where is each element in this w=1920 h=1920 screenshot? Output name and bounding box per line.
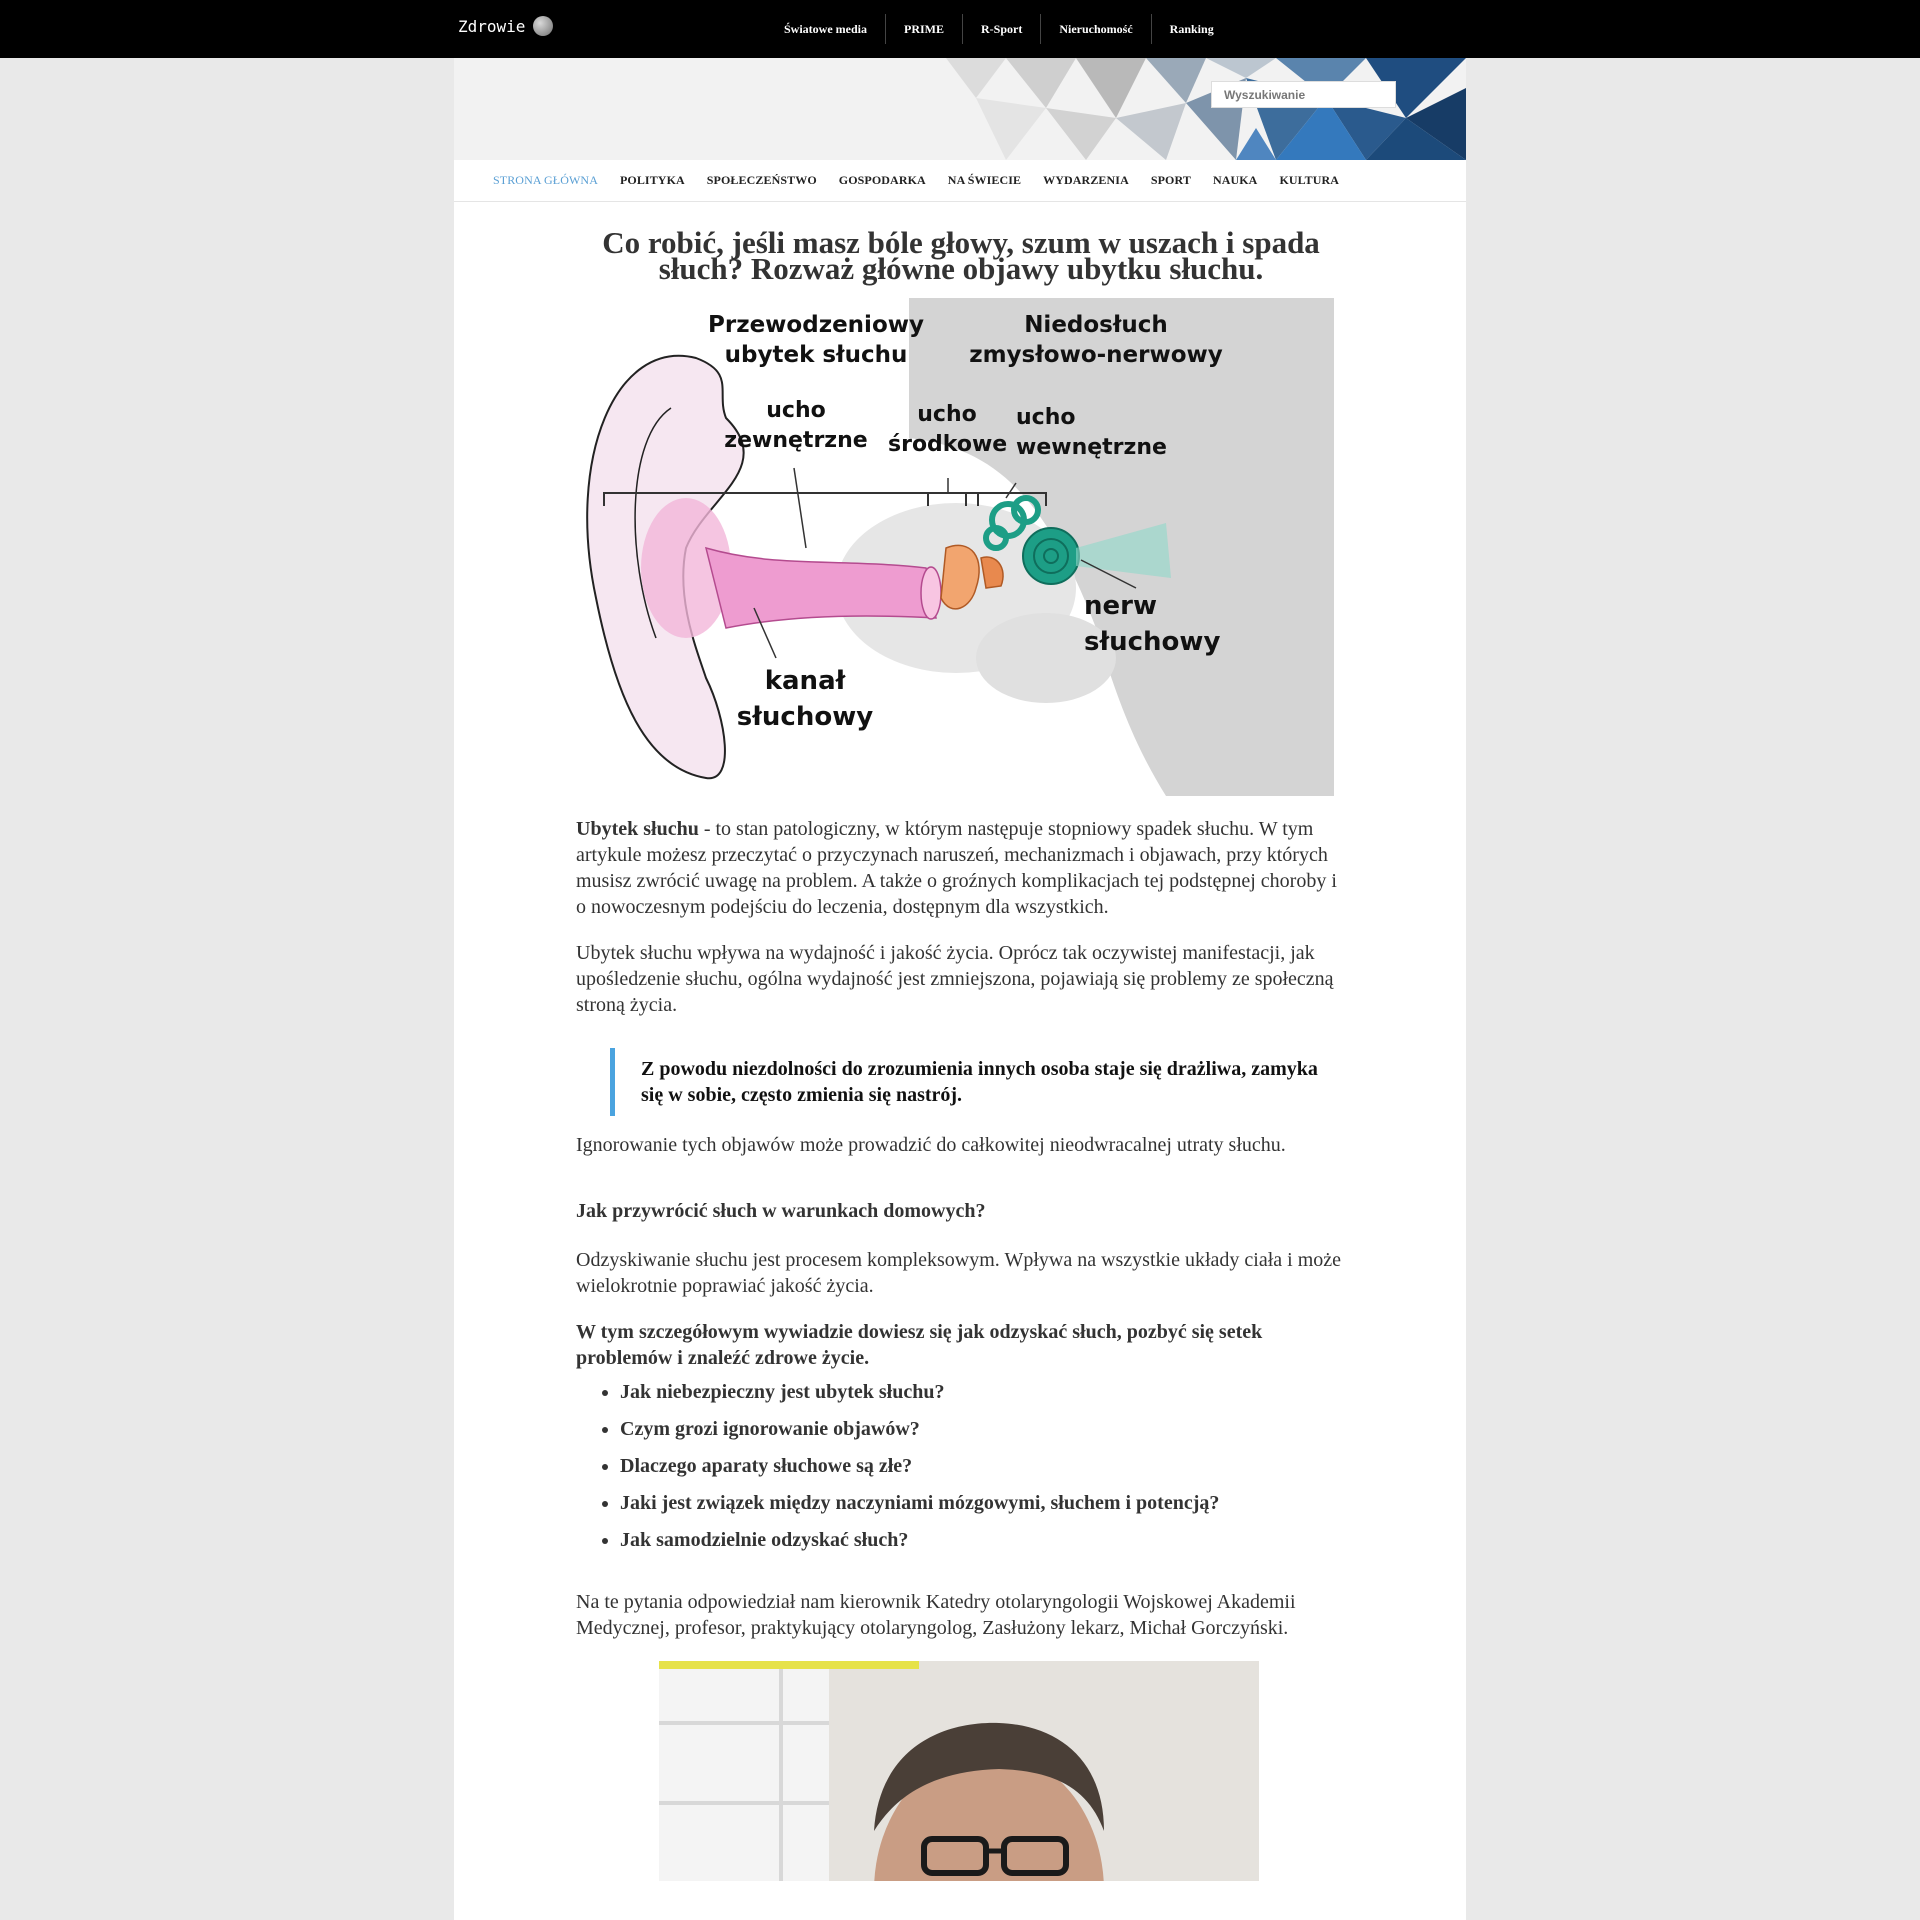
top-link-ranking[interactable]: Ranking	[1151, 14, 1232, 44]
logo-text: Zdrowie	[458, 16, 526, 36]
top-link-prime[interactable]: PRIME	[885, 14, 962, 44]
label-middle-ear: ucho środkowe	[888, 402, 1008, 457]
label-inner-ear: ucho wewnętrzne	[1016, 405, 1167, 460]
search-input[interactable]	[1211, 81, 1396, 108]
paragraph-5: Na te pytania odpowiedział nam kierownik Katedry otolaryngologii Wojskowej Akademii Medycznej, profesor, praktykujący otolaryngolog, Zasłużony lekarz, Michał Gorczyński.	[576, 1591, 1296, 1639]
nav-item-sport[interactable]: SPORT	[1150, 173, 1191, 187]
paragraph-2: Ubytek słuchu wpływa na wydajność i jakość życia. Oprócz tak oczywistej manifestacji, jak upośledzenie słuchu, ogólna wydajność jest zmniejszona, pojawiają się problemy ze społeczną stroną życia.	[576, 942, 1334, 1016]
list-item: • Dlaczego aparaty słuchowe są złe?	[620, 1453, 1346, 1479]
label-outer-ear: ucho zewnętrzne	[724, 398, 868, 453]
nav-item-politics[interactable]: POLITYKA	[619, 173, 685, 187]
top-bar	[0, 0, 1920, 58]
question-list	[576, 1379, 1346, 1553]
top-link-world-media[interactable]: Światowe media	[784, 22, 867, 36]
list-item: • Czym grozi ignorowanie objawów?	[620, 1416, 1346, 1442]
banner-polygons	[946, 58, 1466, 160]
list-item: • Jak samodzielnie odzyskać słuch?	[620, 1527, 1346, 1553]
list-item: • Jaki jest związek między naczyniami mózgowymi, słuchem i potencją?	[620, 1490, 1346, 1516]
interview-intro: W tym szczegółowym wywiadzie dowiesz się jak odzyskać słuch, pozbyć się setek problemów i znaleźć zdrowe życie.	[576, 1321, 1263, 1369]
top-nav	[766, 0, 1232, 58]
site-logo[interactable]	[458, 16, 553, 36]
label-sensorineural-loss: Niedosłuch zmysłowo-nerwowy	[969, 312, 1223, 368]
doctor-portrait	[659, 1661, 1259, 1881]
nav-item-society[interactable]: SPOŁECZEŃSTWO	[706, 173, 817, 187]
nav-item-world[interactable]: NA ŚWIECIE	[947, 173, 1022, 187]
nav-item-home[interactable]: STRONA GŁÓWNA	[493, 173, 598, 187]
list-item: • Jak niebezpieczny jest ubytek słuchu?	[620, 1379, 1346, 1405]
paragraph-4: Odzyskiwanie słuchu jest procesem kompleksowym. Wpływa na wszystkie układy ciała i może wielokrotnie poprawiać jakość życia.	[576, 1249, 1341, 1297]
label-conductive-loss: Przewodzeniowy ubytek słuchu	[708, 312, 924, 368]
intro-bold: Ubytek słuchu	[576, 818, 699, 840]
article-title: Co robić, jeśli masz bóle głowy, szum w uszach i spada słuch? Rozważ główne objawy ubytku słuchu.	[602, 225, 1320, 286]
doctor-photo	[659, 1661, 1259, 1881]
article	[576, 225, 1346, 1881]
ear-diagram	[576, 298, 1334, 796]
main-nav	[454, 160, 1466, 202]
paragraph-3: Ignorowanie tych objawów może prowadzić do całkowitej nieodwracalnej utraty słuchu.	[576, 1134, 1286, 1156]
nav-item-economy[interactable]: GOSPODARKA	[838, 173, 926, 187]
top-link-real-estate[interactable]: Nieruchomość	[1040, 14, 1150, 44]
intro-text: - to stan patologiczny, w którym następuje stopniowy spadek słuchu. W tym artykule możesz przeczytać o przyczynach naruszeń, mechanizmach i objawach, przy których musisz zwrócić uwagę na problem. A także o groźnych komplikacjach tej podstępnej choroby i o nowoczesnym podejściu do leczenia, dostępnym dla wszystkich.	[576, 818, 1337, 918]
intro-paragraph	[576, 816, 1346, 920]
nav-item-events[interactable]: WYDARZENIA	[1043, 173, 1129, 187]
header-banner	[454, 58, 1466, 160]
top-link-r-sport[interactable]: R-Sport	[962, 14, 1040, 44]
subheading: Jak przywrócić słuch w warunkach domowych?	[576, 1200, 986, 1222]
label-ear-canal: kanał słuchowy	[736, 666, 874, 732]
page-container	[454, 58, 1466, 1920]
moon-icon	[533, 16, 553, 36]
nav-item-science[interactable]: NAUKA	[1212, 173, 1258, 187]
nav-item-culture[interactable]: KULTURA	[1279, 173, 1340, 187]
blockquote: Z powodu niezdolności do zrozumienia innych osoba staje się drażliwa, zamyka się w sobie, często zmienia się nastrój.	[610, 1048, 1346, 1116]
label-auditory-nerve: nerw słuchowy	[1084, 591, 1221, 657]
ear-illustration	[576, 298, 1334, 796]
